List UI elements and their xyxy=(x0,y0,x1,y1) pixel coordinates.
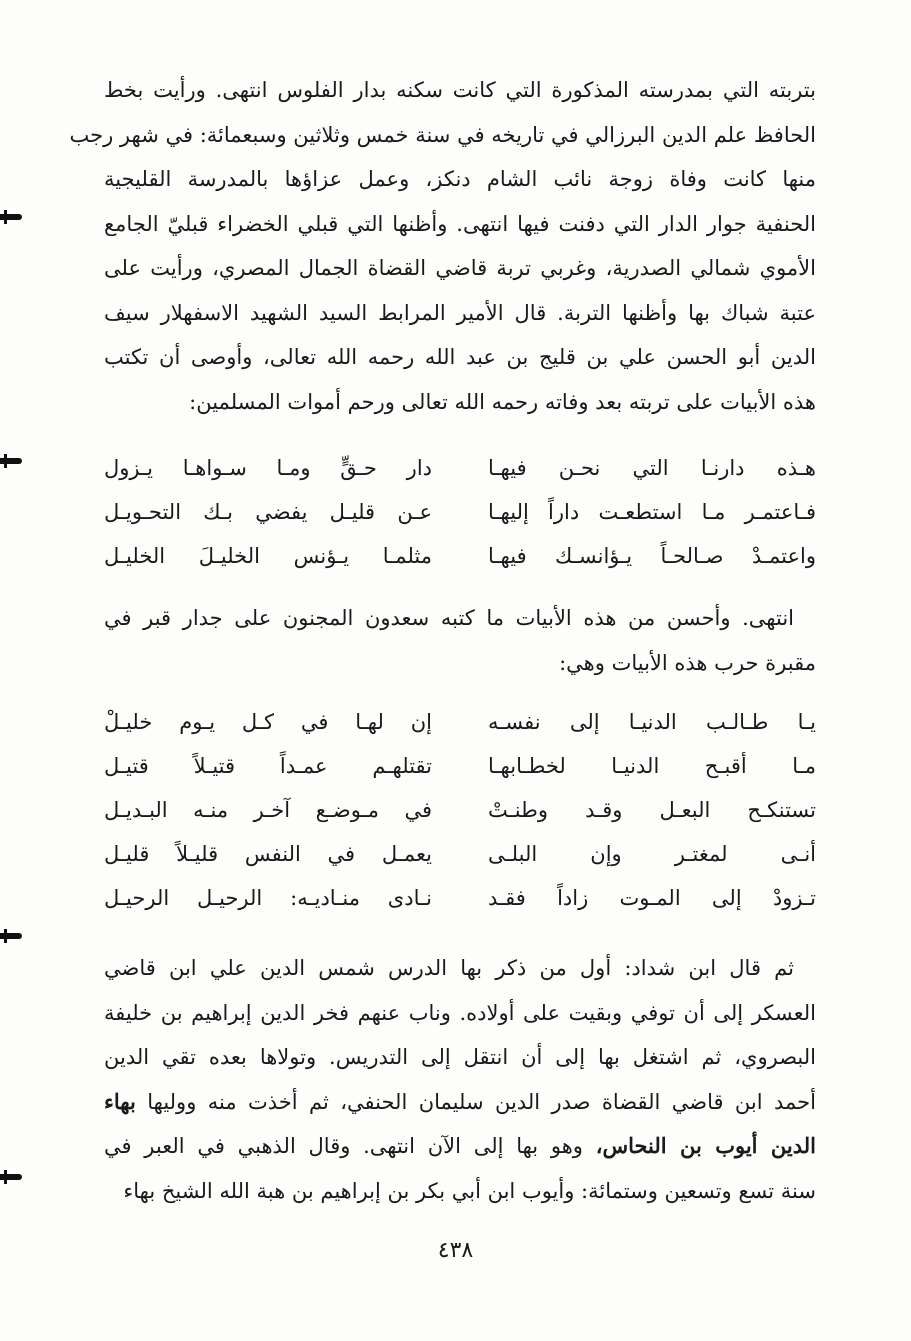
verse-second-hemistich: دار حـقٍّ ومـا سـواهـا يـزول xyxy=(104,456,432,480)
margin-mark xyxy=(0,458,22,464)
paragraph-3 xyxy=(104,946,816,1213)
verse-first-hemistich: يـا طـالـب الدنيـا إلى نفسـه xyxy=(488,710,816,734)
verse-second-hemistich: تقتلهـم عمـداً قتيـلاً قتيـل xyxy=(104,754,432,778)
text-line: عتبة شباك بها وأظنها التربة. قال الأمير المرابط السيد الشهيد الاسفهلار سيف xyxy=(104,300,816,325)
verse-second-hemistich: يعمـل في النفس قليـلاً قليـل xyxy=(104,842,432,866)
verse-first-hemistich: فـاعتمـر مـا استطعـت داراً إليهـا xyxy=(488,500,816,524)
text-line: سنة تسع وتسعين وستمائة: وأيوب ابن أبي بكر بن إبراهيم بن هبة الله الشيخ بهاء xyxy=(123,1178,816,1203)
text-line xyxy=(104,1080,816,1125)
text-line: بتربته التي بمدرسته المذكورة التي كانت سكنه بدار الفلوس انتهى. ورأيت بخط xyxy=(104,78,816,102)
verse xyxy=(104,534,816,578)
text-line: الأموي شمالي الصدرية، وغربي تربة قاضي القضاة الجمال المصري، ورأيت على xyxy=(104,256,816,280)
verse xyxy=(104,700,816,744)
verse xyxy=(104,446,816,490)
verse-second-hemistich: نـادى منـاديـه: الرحيـل الرحيـل xyxy=(104,886,432,910)
verse-first-hemistich: واعتمـدْ صـالحـاً يـؤانسـك فيهـا xyxy=(488,544,816,568)
verse-first-hemistich: تستنكـح البعـل وقـد وطنـتْ xyxy=(488,798,816,822)
verse-second-hemistich: إن لهـا في كـل يـوم خليـلْ xyxy=(104,710,432,734)
text-line: منها كانت وفاة زوجة نائب الشام دنكز، وعمل عزاؤها بالمدرسة القليجية xyxy=(104,167,816,191)
text-line: الدين أبو الحسن علي بن قليج بن عبد الله رحمه الله تعالى، وأوصى أن تكتب xyxy=(104,345,816,369)
bold-name: الدين أيوب بن النحاس، xyxy=(595,1133,816,1158)
poem-2 xyxy=(104,700,816,920)
text-line: العسكر إلى أن توفي وبقيت على أولاده. وناب عنهم فخر الدين إبراهيم بن خليفة xyxy=(104,1000,816,1025)
text-line: انتهى. وأحسن من هذه الأبيات ما كتبه سعدون المجنون على جدار قبر في xyxy=(104,606,794,630)
verse-first-hemistich: مـا أقبـح الدنيـا لخطـابهـا xyxy=(488,754,816,778)
text-segment: أحمد ابن قاضي القضاة صدر الدين سليمان الحنفي، ثم أخذت منه ووليها xyxy=(147,1089,816,1114)
verse xyxy=(104,788,816,832)
verse xyxy=(104,490,816,534)
page-number: ٤٣٨ xyxy=(437,1238,474,1263)
text-line: الحنفية جوار الدار التي دفنت فيها انتهى. وأظنها التي قبلي الخضراء قبليّ الجامع xyxy=(104,211,816,236)
text-line: مقبرة حرب هذه الأبيات وهي: xyxy=(559,650,816,675)
verse xyxy=(104,744,816,788)
poem-1 xyxy=(104,446,816,578)
bold-name: بهاء xyxy=(104,1088,136,1114)
text-line: ثم قال ابن شداد: أول من ذكر بها الدرس شمس الدين علي ابن قاضي xyxy=(104,956,794,980)
text-line: البصروي، ثم اشتغل بها إلى أن انتقل إلى التدريس. وتولاها بعده تقي الدين xyxy=(104,1045,816,1069)
verse-second-hemistich: في مـوضـع آخـر منـه البـديـل xyxy=(104,798,432,822)
verse-first-hemistich: هـذه دارنـا التي نحـن فيهـا xyxy=(488,456,816,480)
margin-mark xyxy=(0,214,22,220)
verse xyxy=(104,832,816,876)
verse xyxy=(104,876,816,920)
margin-mark xyxy=(0,933,22,939)
text-line xyxy=(104,1124,816,1169)
paragraph-2 xyxy=(104,596,816,685)
verse-first-hemistich: تـزودْ إلى المـوت زاداً فقـد xyxy=(488,886,816,910)
margin-mark xyxy=(0,1174,22,1180)
verse-first-hemistich: أنـى لمغتـر وإن البلـى xyxy=(488,842,816,866)
text-segment: وهو بها إلى الآن انتهى. وقال الذهبي في العبر في xyxy=(104,1134,596,1158)
paragraph-1 xyxy=(69,68,816,424)
text-line: الحافظ علم الدين البرزالي في تاريخه في سنة خمس وثلاثين وسبعمائة: في شهر رجب xyxy=(69,122,816,147)
verse-second-hemistich: مثلمـا يـؤنس الخليـلَ الخليـل xyxy=(104,544,432,568)
verse-second-hemistich: عـن قليـل يفضي بـك التحـويـل xyxy=(104,500,432,524)
text-line: هذه الأبيات على تربته بعد وفاته رحمه الله تعالى ورحم أموات المسلمين: xyxy=(189,389,816,414)
